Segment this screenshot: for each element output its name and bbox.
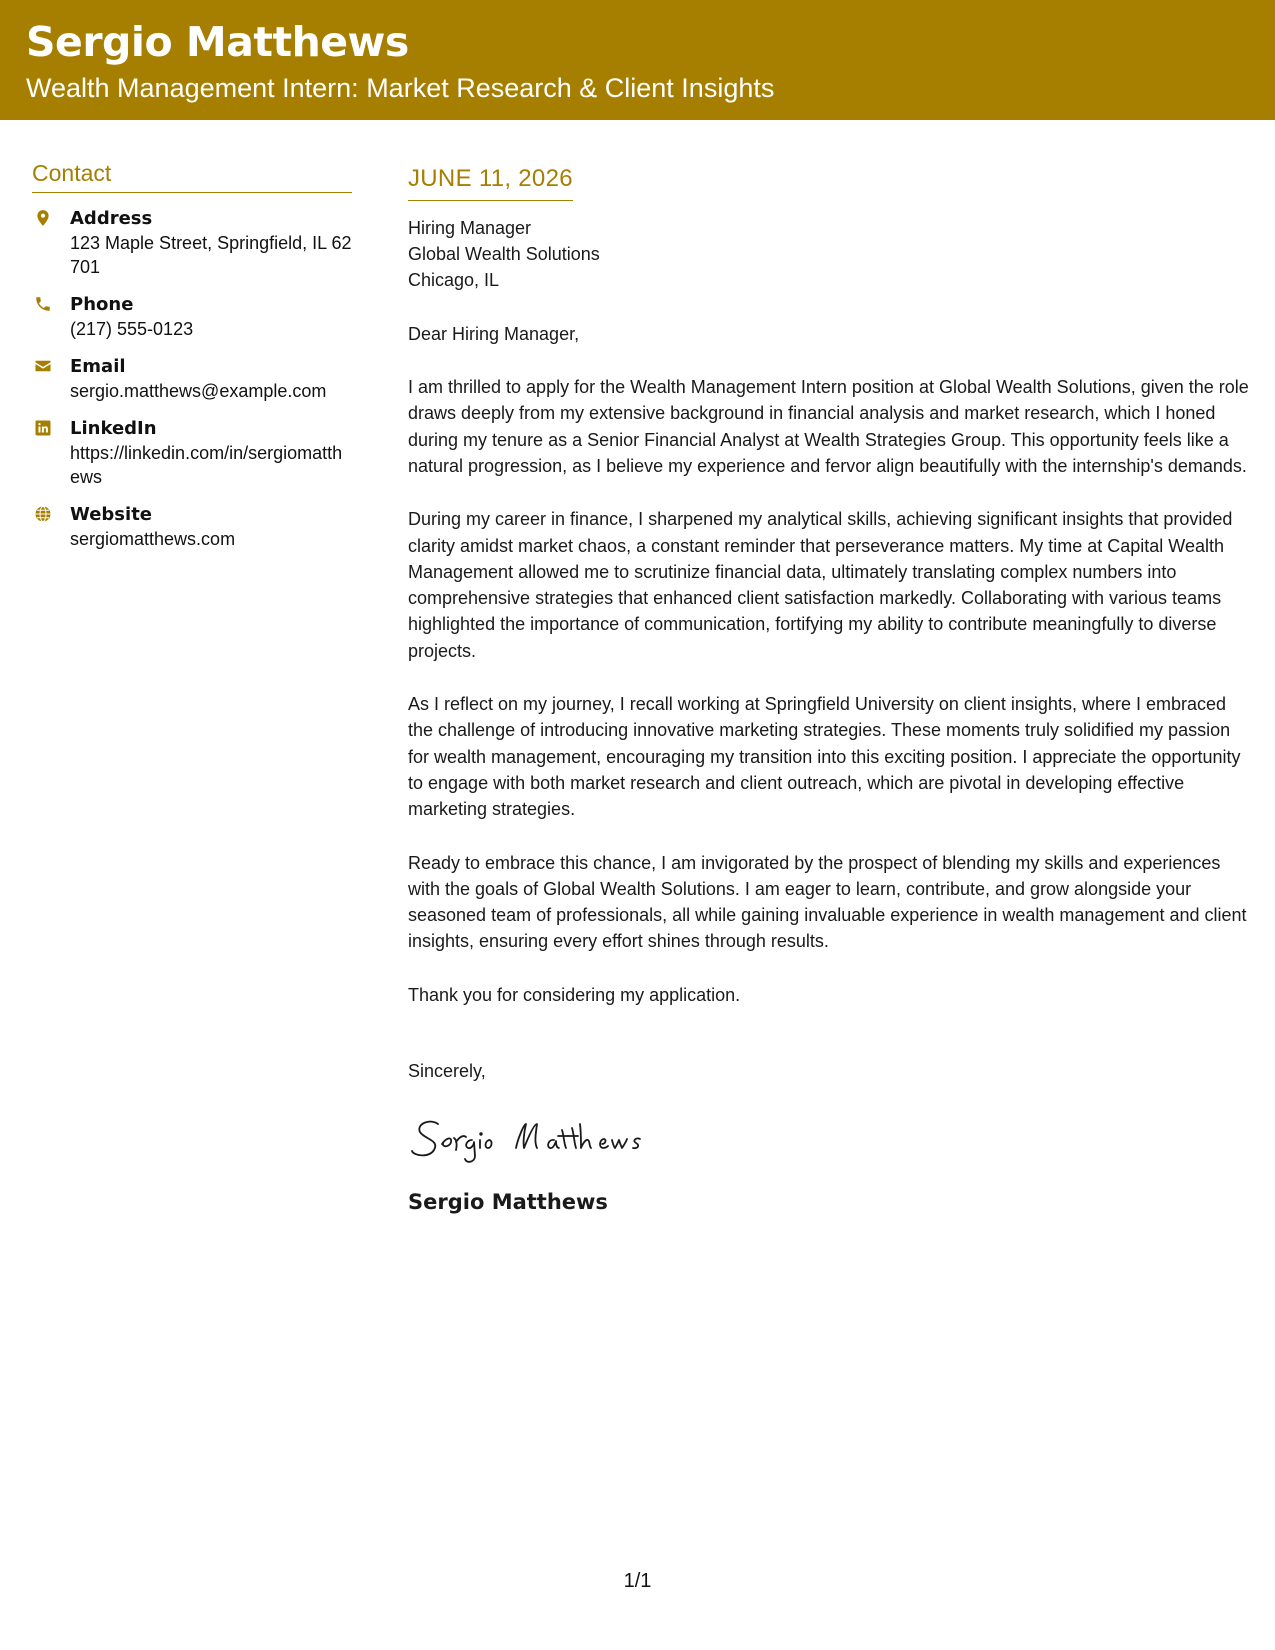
page-number: 1/1 bbox=[623, 1570, 652, 1592]
contact-item-linkedin bbox=[32, 417, 352, 489]
salutation: Dear Hiring Manager, bbox=[408, 323, 580, 344]
recipient-line: Global Wealth Solutions bbox=[408, 243, 600, 264]
contact-item-phone bbox=[32, 293, 352, 341]
paragraph: Thank you for considering my application. bbox=[408, 984, 741, 1005]
contact-item-website bbox=[32, 503, 352, 551]
website-link[interactable]: sergiomatthews.com bbox=[70, 529, 236, 549]
contact-label: Website bbox=[70, 504, 153, 525]
signed-name: Sergio Matthews bbox=[408, 1190, 608, 1215]
paragraph: Ready to embrace this chance, I am invigorated by the prospect of blending my skills and experiences with the goals of Global Wealth Solutions. I am eager to learn, contribute, and grow alongside your seasoned team of professionals, all while gaining invaluable experience in wealth management and client insights, ensuring every effort shines through results. bbox=[408, 852, 1247, 952]
contact-heading: Contact bbox=[32, 160, 352, 193]
linkedin-icon bbox=[34, 419, 54, 439]
contact-item-email bbox=[32, 355, 352, 403]
recipient-line: Chicago, IL bbox=[408, 269, 500, 290]
contact-item-address bbox=[32, 207, 352, 279]
handwritten-signature bbox=[408, 1104, 1253, 1174]
linkedin-link[interactable]: https://linkedin.com/in/sergiomatthews bbox=[70, 443, 343, 487]
recipient-block bbox=[408, 215, 1253, 293]
contact-label: Phone bbox=[70, 294, 134, 315]
contact-label: Email bbox=[70, 356, 126, 377]
phone-icon bbox=[34, 295, 54, 315]
contact-label: Address bbox=[70, 208, 153, 229]
map-pin-icon bbox=[34, 209, 54, 229]
envelope-icon bbox=[34, 357, 54, 377]
letter-date: JUNE 11, 2026 bbox=[408, 165, 573, 201]
address-value: 123 Maple Street, Springfield, IL 62701 bbox=[70, 233, 352, 277]
header-banner bbox=[0, 0, 1275, 120]
phone-value: (217) 555-0123 bbox=[70, 319, 194, 339]
signature-image bbox=[408, 1104, 708, 1174]
closing: Sincerely, bbox=[408, 1061, 486, 1082]
paragraph: During my career in finance, I sharpened my analytical skills, achieving significant insights that provided clarity amidst market chaos, a constant reminder that perseverance matters. My time at Capital Wealth Management allowed me to scrutinize financial data, ultimately translating complex numbers into comprehensive strategies that enhanced client satisfaction markedly. Collaborating with various teams highlighted the importance of communication, fortifying my ability to contribute meaningfully to diverse projects. bbox=[408, 509, 1233, 661]
letter-body bbox=[408, 165, 1253, 1216]
globe-icon bbox=[34, 505, 54, 525]
paragraph: I am thrilled to apply for the Wealth Management Intern position at Global Wealth Solutions, given the role draws deeply from my extensive background in financial analysis and market research, which I honed during my tenure as a Senior Financial Analyst at Wealth Strategies Group. This opportunity feels like a natural progression, as I believe my experience and fervor align beautifully with the internship's demands. bbox=[408, 377, 1249, 476]
paragraph: As I reflect on my journey, I recall working at Springfield University on client insights, where I embraced the challenge of introducing innovative marketing strategies. These moments truly solidified my passion for wealth management, encouraging my transition into this exciting position. I appreciate the opportunity to engage with both market research and client outreach, which are pivotal in developing effective marketing strategies. bbox=[408, 694, 1241, 820]
recipient-line: Hiring Manager bbox=[408, 217, 532, 238]
applicant-name: Sergio Matthews bbox=[26, 18, 409, 66]
contact-label: LinkedIn bbox=[70, 418, 157, 439]
email-link[interactable]: sergio.matthews@example.com bbox=[70, 381, 327, 401]
applicant-role: Wealth Management Intern: Market Research & Client Insights bbox=[26, 73, 775, 103]
contact-sidebar bbox=[32, 160, 352, 551]
